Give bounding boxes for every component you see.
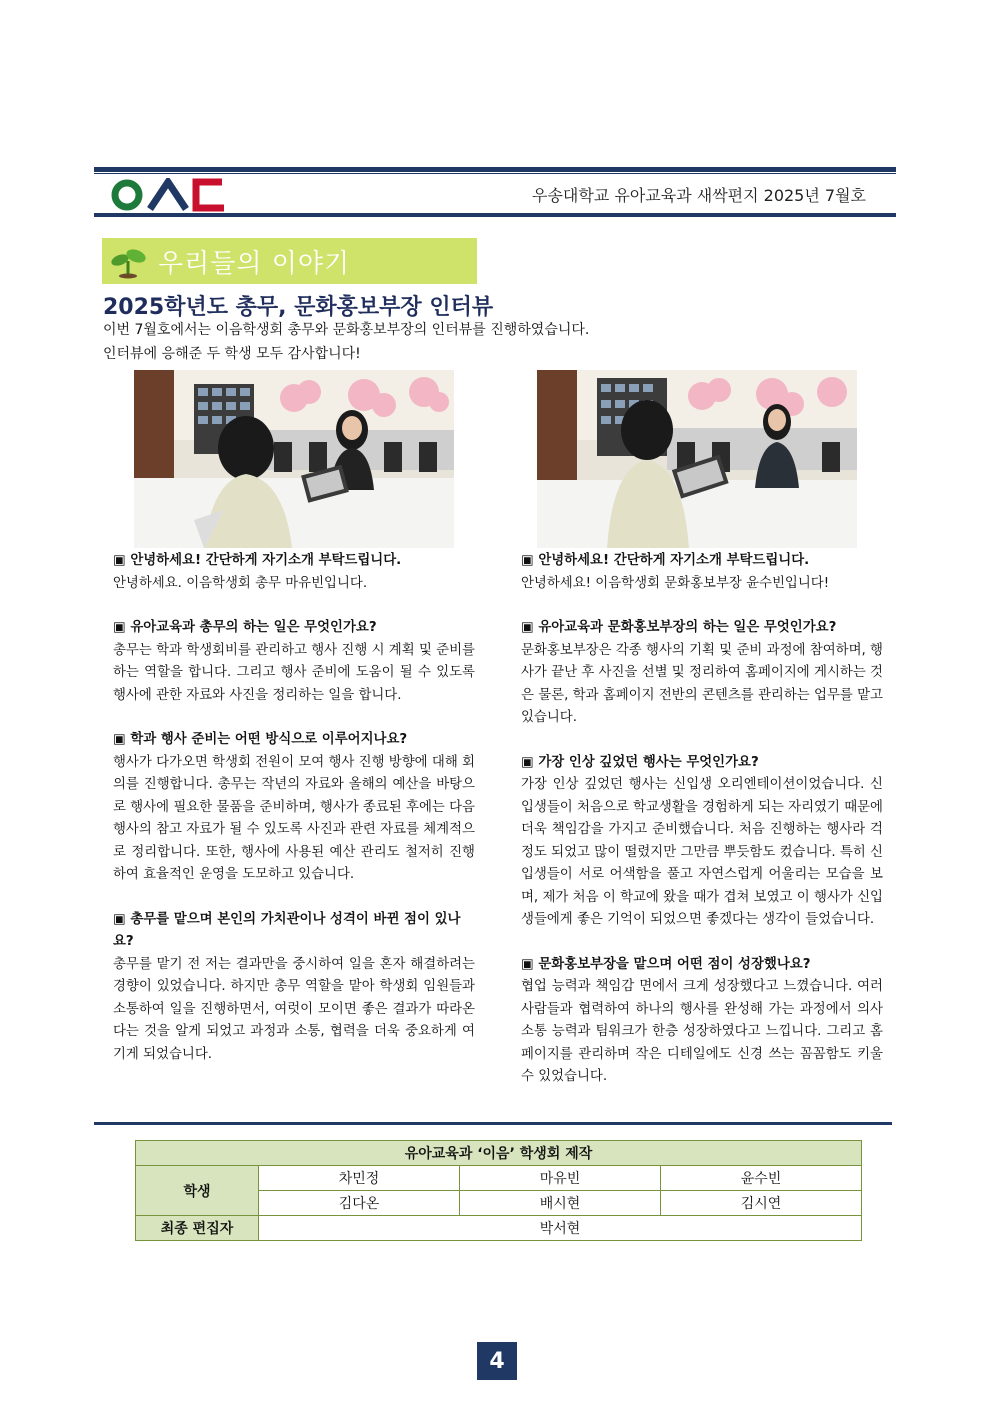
answer: 총무는 학과 학생회비를 관리하고 행사 진행 시 계획 및 준비를 하는 역할을 합니다. 그리고 행사 준비에 도움이 될 수 있도록 행사에 관한 자료와 사진을 정리하는 일을 합니다. bbox=[113, 642, 475, 703]
sprout-icon bbox=[108, 241, 148, 281]
left-column bbox=[113, 550, 475, 1066]
article-title: 2025학년도 총무, 문화홍보부장 인터뷰 bbox=[103, 295, 494, 320]
student-name: 김시연 bbox=[661, 1191, 862, 1216]
answer: 가장 인상 깊었던 행사는 신입생 오리엔테이션이었습니다. 신입생들이 처음으로 학교생활을 경험하게 되는 자리였기 때문에 더욱 책임감을 가지고 준비했습니다. 처음 진행하는 행사라 걱정도 되었고 많이 떨렸지만 그만큼 뿌듯함도 컸습니다. 특히 신입생들이 서로 어색함을 풀고 자연스럽게 어울리는 모습을 보며, 제가 처음 이 학교에 왔을 때가 겹쳐 보였고 이 행사가 신입생들에게 좋은 기억이 되었으면 좋겠다는 생각이 들었습니다. bbox=[521, 777, 883, 927]
interview-photo-treasurer bbox=[134, 370, 454, 548]
students-label: 학생 bbox=[136, 1166, 259, 1216]
answer: 문화홍보부장은 각종 행사의 기획 및 준비 과정에 참여하며, 행사가 끝난 후 사진을 선별 및 정리하여 홈페이지에 게시하는 것은 물론, 학과 홈페이지 전반의 콘텐츠를 관리하는 업무를 맡고 있습니다. bbox=[521, 642, 883, 725]
answer: 안녕하세요! 이음학생회 문화홍보부장 윤수빈입니다! bbox=[521, 575, 830, 591]
student-name: 배시현 bbox=[460, 1191, 661, 1216]
article-intro bbox=[103, 318, 589, 366]
section-banner bbox=[102, 238, 477, 284]
student-name: 김다온 bbox=[259, 1191, 460, 1216]
editor-label: 최종 편집자 bbox=[136, 1216, 259, 1241]
student-name: 마유빈 bbox=[460, 1166, 661, 1191]
intro-line: 이번 7월호에서는 이음학생회 총무와 문화홍보부장의 인터뷰를 진행하였습니다. bbox=[103, 322, 590, 338]
question: ▣ 문화홍보부장을 맡으며 어떤 점이 성장했나요? bbox=[521, 956, 811, 972]
question: ▣ 안녕하세요! 간단하게 자기소개 부탁드립니다. bbox=[521, 553, 810, 568]
publication-title: 우송대학교 유아교육과 새싹편지 2025년 7월호 bbox=[532, 186, 866, 205]
ieum-logo bbox=[110, 178, 230, 212]
question: ▣ 가장 인상 깊었던 행사는 무엇인가요? bbox=[521, 754, 759, 770]
header-rule-bottom bbox=[94, 213, 896, 217]
question: ▣ 안녕하세요! 간단하게 자기소개 부탁드립니다. bbox=[113, 553, 402, 568]
editor-name: 박서현 bbox=[259, 1216, 862, 1241]
answer: 안녕하세요. 이음학생회 총무 마유빈입니다. bbox=[113, 575, 368, 591]
answer: 협업 능력과 책임감 면에서 크게 성장했다고 느꼈습니다. 여러 사람들과 협력하여 하나의 행사를 완성해 가는 과정에서 의사소통 능력과 팀워크가 한층 성장하였다고 느낍니다. 그리고 홈페이지를 관리하며 작은 디테일에도 신경 쓰는 꼼꼼함도 키울 수 있었습니다. bbox=[521, 979, 883, 1084]
student-name: 차민정 bbox=[259, 1166, 460, 1191]
answer: 행사가 다가오면 학생회 전원이 모여 행사 진행 방향에 대해 회의를 진행합니다. 총무는 작년의 자료와 올해의 예산을 바탕으로 행사에 필요한 물품을 준비하며, 행사가 종료된 후에는 다음 행사의 참고 자료가 될 수 있도록 사진과 관련 자료를 체계적으로 정리합니다. 또한, 행사에 사용된 예산 관리도 철저히 진행하여 효율적인 운영을 도모하고 있습니다. bbox=[113, 754, 475, 882]
credits-title: 유아교육과 ‘이음’ 학생회 제작 bbox=[136, 1141, 862, 1166]
intro-line: 인터뷰에 응해준 두 학생 모두 감사합니다! bbox=[103, 346, 361, 362]
question: ▣ 학과 행사 준비는 어떤 방식으로 이루어지나요? bbox=[113, 732, 408, 747]
page-number: 4 bbox=[477, 1342, 517, 1380]
credits-table bbox=[135, 1140, 862, 1241]
header-rule-top-thin bbox=[94, 173, 896, 174]
question: ▣ 유아교육과 문화홍보부장의 하는 일은 무엇인가요? bbox=[521, 620, 837, 635]
header-rule-top bbox=[94, 167, 896, 172]
question: ▣ 유아교육과 총무의 하는 일은 무엇인가요? bbox=[113, 620, 377, 635]
question: ▣ 총무를 맡으며 본인의 가치관이나 성격이 바뀐 점이 있나요? bbox=[113, 911, 461, 949]
answer: 총무를 맡기 전 저는 결과만을 중시하여 일을 혼자 해결하려는 경향이 있었습니다. 하지만 총무 역할을 맡아 학생회 임원들과 소통하여 일을 진행하면서, 여럿이 모이면 좋은 결과가 따라온다는 것을 알게 되었고 과정과 소통, 협력을 더욱 중요하게 여기게 되었습니다. bbox=[113, 956, 475, 1062]
interview-photo-pr-head bbox=[537, 370, 857, 548]
student-name: 윤수빈 bbox=[661, 1166, 862, 1191]
right-column bbox=[521, 550, 883, 1089]
footer-rule bbox=[94, 1122, 892, 1125]
section-banner-label: 우리들의 이야기 bbox=[158, 248, 351, 279]
